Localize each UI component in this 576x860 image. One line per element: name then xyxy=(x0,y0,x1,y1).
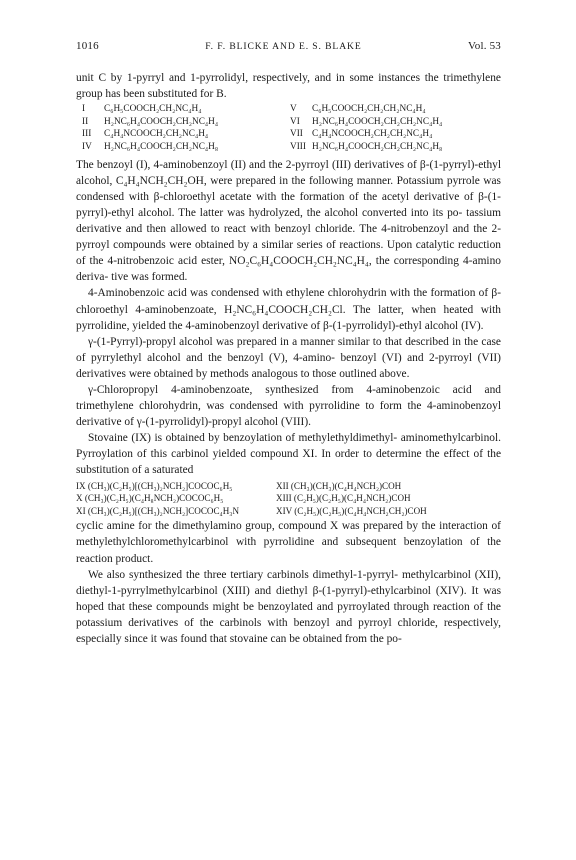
intro-paragraph: unit C by 1-pyrryl and 1-pyrrolidyl, respectively, and in some instances the trimethylene group has been substituted for B. xyxy=(76,72,501,101)
formula: C₆H₅COOCH₂CH₂CH₂NC₄H₄ xyxy=(312,104,426,115)
formula-list-2 xyxy=(76,480,501,518)
formula: X (CH₃)(C₂H₅)(C₄H₈NCH₂)COCOC₆H₅ xyxy=(76,493,224,504)
body-paragraph-1: The benzoyl (I), 4-aminobenzoyl (II) and the 2-pyrroyl (III) derivatives of β-(1-pyrryl)-ethyl alcohol, C₄H₄NCH₂CH₂OH, were prepared in the following manner. Potassium pyrrole was condensed with β-chloroethyl acetate with the formation of the acetyl derivative of β-(1-pyrryl)-ethyl alcohol. The latter was hydrolyzed, the alcohol converted into its po- tassium derivative and then allowed to react with benzoyl chloride. The 4-nitrobenzoyl and the 2-pyrroyl compounds were obtained by a similar series of reactions. Upon catalytic reduction of the 4-nitrobenzoic acid ester, NO₂C₆H₄COOCH₂CH₂NC₄H₄, the corresponding 4-amino deriva- tive was formed. xyxy=(76,158,502,284)
body-paragraph-7: We also synthesized the three tertiary carbinols dimethyl-1-pyrryl- methylcarbinol (XII), diethyl-1-pyrrylmethylcarbinol (XIII) and diethyl β-(1-pyrryl)-ethylcarbinol (XIV). It was hoped that these compounds might be benzoylated and pyrroylated through reaction of the potassium derivatives of the carbinols with benzoyl and pyrroyl chloride, respectively, especially since it was found that stovaine can be obtained from the po- xyxy=(76,568,501,645)
body-paragraph-6: cyclic amine for the dimethylamino group, compound X was prepared by the interaction of methylethylchloromethylcarbinol with pyrrolidine and subsequent benzoylation of the reaction product. xyxy=(76,520,501,565)
formula: XIV (C₂H₅)(C₂H₅)(C₄H₄NCH₂CH₂)COH xyxy=(276,505,427,516)
body-paragraph-2: 4-Aminobenzoic acid was condensed with ethylene chlorohydrin with the formation of β-chloroethyl 4-aminobenzoate, H₂NC₆H₄COOCH₂CH₂Cl. The latter, when heated with pyrrolidine, yielded the 4-aminobenzoyl derivative of β-(1-pyrrolidyl)-ethyl alcohol (IV). xyxy=(76,287,501,332)
formula: XI (CH₃)(C₂H₅)[(CH₃)₂NCH₂]COCOC₄H₃N xyxy=(76,505,240,516)
running-authors: F. F. BLICKE AND E. S. BLAKE xyxy=(205,41,362,52)
formula: IX (CH₃)(C₂H₅)[(CH₃)₂NCH₂]COCOC₆H₅ xyxy=(76,480,233,491)
formula-number: VIII xyxy=(290,142,307,153)
body-paragraph-5: Stovaine (IX) is obtained by benzoylation of methylethyldimethyl- aminomethylcarbinol. Pyrroylation of this carbinol yielded compound XI. In order to determine the effect of the substitution of a saturated xyxy=(76,432,501,477)
formula-number: VI xyxy=(290,116,300,127)
formula-number: I xyxy=(82,104,86,115)
paper-page xyxy=(76,38,501,647)
body-paragraph-3: γ-(1-Pyrryl)-propyl alcohol was prepared in a manner similar to that described in the case of pyrrylethyl alcohol and the benzoyl (V), 4-amino- benzoyl (VI) and 2-pyrroyl (VII) derivatives were obtained by methods analogous to those outlined above. xyxy=(76,335,501,380)
formula: XIII (C₂H₅)(C₂H₅)(C₄H₄NCH₂)COH xyxy=(276,493,411,504)
formula-list-1 xyxy=(82,103,501,153)
formula-number: IV xyxy=(82,142,92,153)
body-paragraph-4: γ-Chloropropyl 4-aminobenzoate, synthesized from 4-aminobenzoic acid and trimethylene chlorohydrin, was condensed with pyrrolidine to form the 4-aminobenzoyl derivative of γ-(1-pyrrolidyl)-propyl alcohol (VIII). xyxy=(76,383,501,429)
formula-number: VII xyxy=(290,129,303,140)
formula: H₂NC₆H₄COOCH₂CH₂CH₂NC₄H₄ xyxy=(312,116,443,127)
formula-number: V xyxy=(290,104,297,115)
formula: C₄H₄NCOOCH₂CH₂NC₄H₄ xyxy=(104,129,209,140)
page-number: 1016 xyxy=(76,40,99,52)
running-header xyxy=(76,38,501,55)
formula: C₆H₅COOCH₂CH₂NC₄H₄ xyxy=(104,104,202,115)
formula-number: III xyxy=(82,129,92,140)
formula: H₂NC₆H₄COOCH₂CH₂CH₂NC₄H₈ xyxy=(312,142,443,153)
formula: H₂NC₆H₄COOCH₂CH₂NC₄H₈ xyxy=(104,142,219,153)
volume-label: Vol. 53 xyxy=(468,40,501,52)
formula-number: II xyxy=(82,116,89,127)
formula: C₄H₄NCOOCH₂CH₂CH₂NC₄H₄ xyxy=(312,129,433,140)
formula: H₂NC₆H₄COOCH₂CH₂NC₄H₄ xyxy=(104,116,219,127)
formula: XII (CH₃)(CH₃)(C₄H₄NCH₂)COH xyxy=(276,480,402,491)
